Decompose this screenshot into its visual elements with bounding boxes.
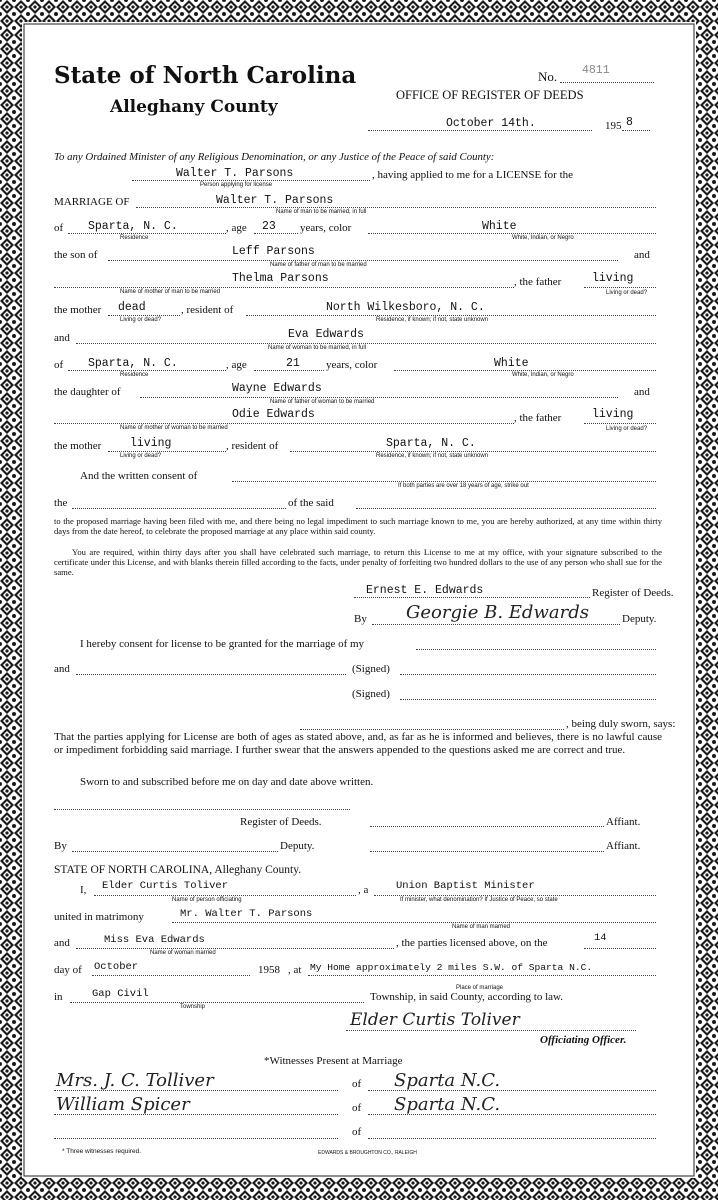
affidavit-paragraph: That the parties applying for License are both of ages as stated above, and, as far as he is informed and believes, there is no lawful cause or impediment forbidding said marriage. I further swear that the answers appended to the questions asked me are correct and true. xyxy=(54,731,662,756)
township-caption: Township xyxy=(180,1004,206,1010)
man-and-label: and xyxy=(634,249,650,261)
man-father-status: living xyxy=(592,272,634,285)
woman-mother-status-caption: Living or dead? xyxy=(120,453,162,459)
register-name: Ernest E. Edwards xyxy=(366,584,484,597)
woman-mother-residence: Sparta, N. C. xyxy=(386,437,476,450)
witness-row xyxy=(54,1068,662,1092)
affidavit-by-label: By xyxy=(54,840,67,852)
woman-age-label: , age xyxy=(226,359,247,371)
in-label: in xyxy=(54,991,63,1003)
officiant-signature: Elder Curtis Toliver xyxy=(350,1010,520,1030)
affidavit-register-label: Register of Deeds. xyxy=(240,816,322,828)
consent-the-label: the xyxy=(54,497,68,509)
officiant-caption: Name of person officiating xyxy=(172,897,242,903)
woman-of-label: of xyxy=(54,359,64,371)
deputy-signature: Georgie B. Edwards xyxy=(406,602,589,623)
signed-label-1: (Signed) xyxy=(352,663,390,675)
man-color-caption: White, Indian, or Negro xyxy=(512,235,574,241)
man-name-caption: Name of man to be married, in full xyxy=(276,209,367,215)
register-label: Register of Deeds. xyxy=(592,587,674,599)
signed-label-2: (Signed) xyxy=(352,688,390,700)
witness-of-label: of xyxy=(352,1126,362,1138)
witnesses-list xyxy=(54,1068,662,1144)
woman-years-color: years, color xyxy=(326,359,378,371)
man-color: White xyxy=(482,220,517,233)
woman-father-status: living xyxy=(592,408,634,421)
woman-color-caption: White, Indian, or Negro xyxy=(512,372,574,378)
witnesses-heading: *Witnesses Present at Marriage xyxy=(264,1055,403,1067)
witness-name: William Spicer xyxy=(56,1094,190,1115)
witness-row xyxy=(54,1116,662,1140)
man-father-label: , the father xyxy=(514,276,562,288)
man-name: Walter T. Parsons xyxy=(216,194,334,207)
register-deputy-label: Deputy. xyxy=(622,613,657,625)
married-woman-caption: Name of woman married xyxy=(150,950,216,956)
witness-place: Sparta N.C. xyxy=(394,1094,501,1115)
affiant-label-2: Affiant. xyxy=(606,840,641,852)
son-of-label: the son of xyxy=(54,249,98,261)
witness-row xyxy=(54,1092,662,1116)
woman-mother-name: Odie Edwards xyxy=(232,408,315,421)
man-father-status-caption: Living or dead? xyxy=(606,290,648,296)
daughter-of-label: the daughter of xyxy=(54,386,121,398)
united-label: united in matrimony xyxy=(54,911,144,923)
man-residence-caption: Residence xyxy=(120,235,149,241)
woman-residence-caption: Residence xyxy=(120,372,149,378)
man-mother-label: the mother xyxy=(54,304,102,316)
man-mother-status-caption: Living or dead? xyxy=(120,317,162,323)
woman-color: White xyxy=(494,357,529,370)
married-woman-name: Miss Eva Edwards xyxy=(104,934,205,946)
license-number-label: No. xyxy=(538,69,558,84)
consent2-and-label: and xyxy=(54,663,70,675)
intro-text: To any Ordained Minister of any Religious Denomination, or any Justice of the Peace of said County: xyxy=(54,151,495,163)
township-name: Gap Civil xyxy=(92,988,149,1000)
man-residence: Sparta, N. C. xyxy=(88,220,178,233)
state-title: State of North Carolina xyxy=(54,62,357,89)
township-text: Township, in said County, according to law. xyxy=(370,991,564,1003)
man-mother-residence: North Wilkesboro, N. C. xyxy=(326,301,485,314)
man-age: 23 xyxy=(262,220,276,233)
man-father-caption: Name of father of man to be married xyxy=(270,262,367,268)
woman-mother-label: the mother xyxy=(54,440,102,452)
return-paragraph: You are required, within thirty days after you shall have celebrated such marriage, to return this License to me at my office, with your signature subscribed to the certificate under this License, and with blanks therein filled according to the facts, under penalty of forfeiting two hundred dollars to the use of any person who shall sue for the same. xyxy=(54,547,662,577)
office-title: OFFICE OF REGISTER OF DEEDS xyxy=(396,88,584,102)
woman-age: 21 xyxy=(286,357,300,370)
woman-father-caption: Name of father of woman to be married xyxy=(270,399,375,405)
woman-mother-caption: Name of mother of woman to be married xyxy=(120,425,228,431)
officiating-officer-label: Officiating Officer. xyxy=(540,1034,627,1046)
marriage-of-label: MARRIAGE OF xyxy=(54,196,130,208)
written-consent-label: And the written consent of xyxy=(80,470,198,482)
man-resident-label: , resident of xyxy=(181,304,234,316)
woman-father-name: Wayne Edwards xyxy=(232,382,322,395)
witness-of-label: of xyxy=(352,1078,362,1090)
register-by-label: By xyxy=(354,613,367,625)
woman-name: Eva Edwards xyxy=(288,328,364,341)
applicant-text: , having applied to me for a LICENSE for the xyxy=(372,169,574,181)
affiant-label-1: Affiant. xyxy=(606,816,641,828)
man-father-name: Leff Parsons xyxy=(232,245,315,258)
place-caption: Place of marriage xyxy=(456,985,504,991)
marriage-place: My Home approximately 2 miles S.W. of Sparta N.C. xyxy=(310,962,593,973)
license-date: October 14th. xyxy=(446,117,536,130)
county-title: Alleghany County xyxy=(110,97,278,117)
officiant-name: Elder Curtis Toliver xyxy=(102,880,229,892)
marriage-month: October xyxy=(94,961,139,973)
at-label: , at xyxy=(288,964,302,976)
applicant-caption: Person applying for license xyxy=(200,182,273,188)
man-mother-status: dead xyxy=(118,301,146,314)
year-suffix: 8 xyxy=(626,116,633,129)
man-mother-residence-caption: Residence, if known; if not, state unknown xyxy=(376,317,489,323)
license-number: 4811 xyxy=(582,64,610,77)
married-man-name: Mr. Walter T. Parsons xyxy=(180,908,313,920)
woman-father-label: , the father xyxy=(514,412,562,424)
parties-text: , the parties licensed above, on the xyxy=(396,937,548,949)
consent-of-said: of the said xyxy=(288,497,334,509)
printer-credit: EDWARDS & BROUGHTON CO., RALEIGH xyxy=(318,1150,417,1156)
consent-line: I hereby consent for license to be granted for the marriage of my xyxy=(80,638,365,650)
denomination-caption: If minister, what denomination? If Justice of Peace, so state xyxy=(400,897,558,903)
day-of-label: day of xyxy=(54,964,82,976)
woman-and-label: and xyxy=(54,332,70,344)
marriage-year: 1958 xyxy=(258,964,280,976)
married-and-label: and xyxy=(54,937,70,949)
denomination: Union Baptist Minister xyxy=(396,880,535,892)
witness-place: Sparta N.C. xyxy=(394,1070,501,1091)
affidavit-deputy-label: Deputy. xyxy=(280,840,315,852)
woman-and-right: and xyxy=(634,386,650,398)
certificate-a-label: , a xyxy=(358,884,369,896)
authorization-paragraph: to the proposed marriage having been filed with me, and there being no legal impediment to such marriage known to me, you are hereby authorized, at any time within thirty days from the date hereof, to celebrate the proposed marriage at any place within said county. xyxy=(54,516,662,536)
woman-mother-status: living xyxy=(130,437,172,450)
woman-mother-residence-caption: Residence, if known; if not, state unknown xyxy=(376,453,489,459)
certificate-heading: STATE OF NORTH CAROLINA, Alleghany County. xyxy=(54,864,302,876)
witness-name: Mrs. J. C. Tolliver xyxy=(56,1070,214,1091)
man-years-color: years, color xyxy=(300,222,352,234)
woman-resident-label: , resident of xyxy=(226,440,279,452)
man-of-label: of xyxy=(54,222,64,234)
married-man-caption: Name of man married xyxy=(452,924,511,930)
sworn-before-text: Sworn to and subscribed before me on day and date above written. xyxy=(80,776,374,788)
man-mother-name: Thelma Parsons xyxy=(232,272,329,285)
certificate-i-label: I, xyxy=(80,884,87,896)
marriage-day: 14 xyxy=(594,932,607,944)
witness-footnote: * Three witnesses required. xyxy=(62,1148,142,1155)
woman-name-caption: Name of woman to be married, in full xyxy=(268,345,367,351)
man-mother-caption: Name of mother of man to be married xyxy=(120,289,221,295)
man-age-label: , age xyxy=(226,222,247,234)
woman-residence: Sparta, N. C. xyxy=(88,357,178,370)
applicant-name: Walter T. Parsons xyxy=(176,167,294,180)
year-prefix: 195 xyxy=(605,120,622,132)
sworn-says: , being duly sworn, says: xyxy=(566,718,676,730)
consent-caption: If both parties are over 18 years of age, strike out xyxy=(398,483,529,489)
woman-father-status-caption: Living or dead? xyxy=(606,426,648,432)
witness-of-label: of xyxy=(352,1102,362,1114)
